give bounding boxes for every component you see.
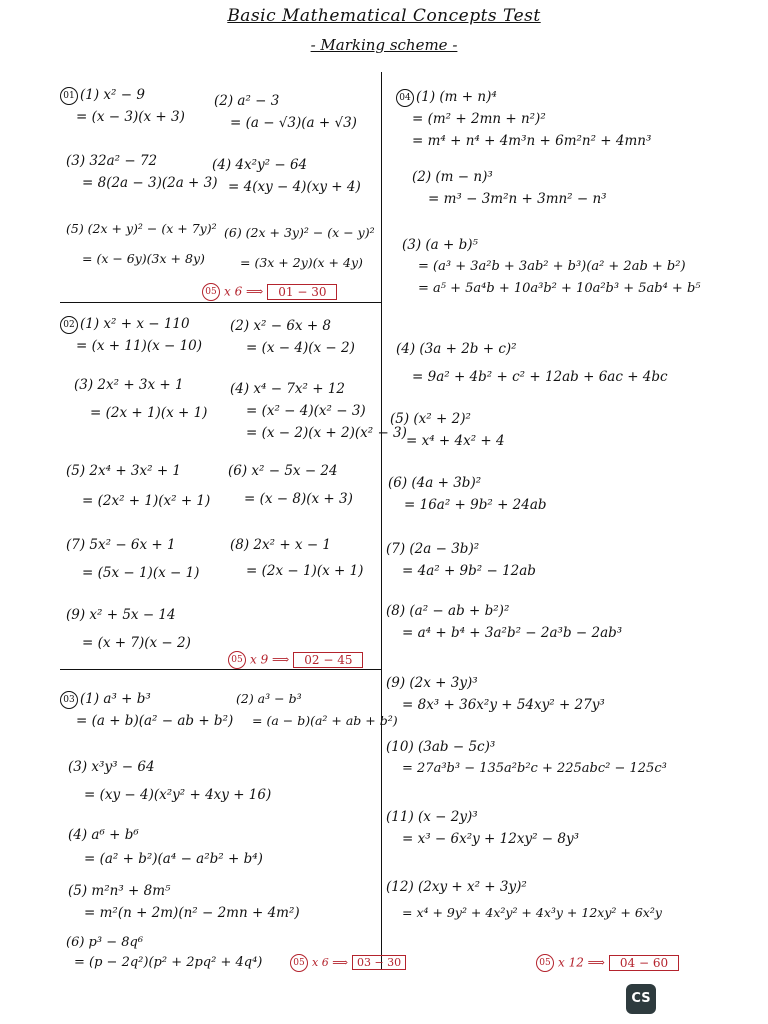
q4-item-5	[390, 408, 505, 452]
column-divider	[381, 72, 382, 970]
item-answer: = 8(2a − 3)(2a + 3)	[82, 175, 218, 191]
q4-item-2	[412, 166, 607, 210]
q4-item-7	[386, 538, 536, 582]
q4-item-12	[386, 876, 662, 924]
item-prompt: (4) x⁴ − 7x² + 12	[230, 381, 346, 397]
item-prompt: (2) a³ − b³	[236, 691, 302, 706]
item-prompt: (3) 32a² − 72	[66, 153, 158, 169]
item-prompt: (4) a⁶ + b⁶	[68, 827, 139, 843]
q2-item-6	[228, 460, 353, 510]
q1-item-1	[60, 84, 185, 128]
item-prompt: (8) (a² − ab + b²)²	[386, 603, 510, 619]
marks-multiplier: x 6 ⟹	[312, 956, 348, 969]
q4-item-4	[396, 338, 668, 388]
marks-multiplier: x 9 ⟹	[250, 652, 290, 667]
item-answer: = (x − 3)(x + 3)	[76, 109, 185, 125]
item-answer: = (x² − 4)(x² − 3)	[246, 403, 366, 419]
q4-item-10	[386, 736, 667, 780]
item-answer: = m⁴ + n⁴ + 4m³n + 6m²n² + 4mn³	[412, 133, 652, 149]
item-answer: = (x − 6y)(3x + 8y)	[82, 251, 205, 266]
marks-total-box: 01 − 30	[267, 284, 337, 300]
q2-item-9	[66, 604, 191, 654]
item-prompt: (12) (2xy + x² + 3y)²	[386, 879, 527, 895]
item-prompt: (6) (2x + 3y)² − (x − y)²	[224, 225, 375, 240]
q2-item-7	[66, 534, 199, 584]
item-answer: = (x − 8)(x + 3)	[244, 491, 353, 507]
page-subtitle: - Marking scheme -	[310, 36, 458, 54]
item-prompt: (10) (3ab − 5c)³	[386, 739, 496, 755]
question-number-circle: 03	[60, 691, 78, 709]
item-answer: = (p − 2q²)(p² + 2pq² + 4q⁴)	[74, 955, 263, 970]
q4-marks	[536, 954, 679, 972]
item-answer: = 4a² + 9b² − 12ab	[402, 563, 536, 579]
item-answer: = 16a² + 9b² + 24ab	[404, 497, 547, 513]
item-prompt: (2) a² − 3	[214, 93, 280, 109]
q3-item-1	[60, 688, 233, 732]
item-prompt: (5) (2x + y)² − (x + 7y)²	[66, 221, 217, 236]
marks-circle: 05	[290, 954, 308, 972]
q2-item-4	[230, 378, 407, 444]
question-number-circle: 04	[396, 89, 414, 107]
item-prompt: (7) (2a − 3b)²	[386, 541, 480, 557]
item-answer: = m²(n + 2m)(n² − 2mn + 4m²)	[84, 905, 300, 921]
item-prompt: (4) 4x²y² − 64	[212, 157, 308, 173]
q2-item-2	[230, 315, 355, 359]
marks-circle: 05	[228, 651, 246, 669]
item-prompt: (6) (4a + 3b)²	[388, 475, 482, 491]
section-divider-q1-q2	[60, 302, 382, 303]
item-answer: = 8x³ + 36x²y + 54xy² + 27y³	[402, 697, 605, 713]
item-prompt: (3) 2x² + 3x + 1	[74, 377, 184, 393]
q3-item-5	[68, 880, 300, 924]
question-number-circle: 01	[60, 87, 78, 105]
marks-multiplier: x 12 ⟹	[558, 955, 605, 970]
q3-item-3	[68, 756, 271, 806]
item-answer: = a⁵ + 5a⁴b + 10a³b² + 10a²b³ + 5ab⁴ + b⁵	[418, 281, 701, 296]
q2-item-8	[230, 534, 363, 582]
item-prompt: (8) 2x² + x − 1	[230, 537, 332, 553]
item-prompt: (9) x² + 5x − 14	[66, 607, 176, 623]
item-prompt: (9) (2x + 3y)³	[386, 675, 478, 691]
q3-marks	[290, 954, 406, 972]
item-prompt: (5) 2x⁴ + 3x² + 1	[66, 463, 182, 479]
item-answer: = (x + 7)(x − 2)	[82, 635, 191, 651]
item-prompt: (1) a³ + b³	[80, 691, 151, 707]
item-answer: = a⁴ + b⁴ + 3a²b² − 2a³b − 2ab³	[402, 625, 623, 641]
q1-item-5	[66, 218, 217, 270]
section-divider-q2-q3	[60, 669, 382, 670]
item-answer: = (a − b)(a² + ab + b²)	[252, 713, 398, 728]
item-prompt: (1) x² − 9	[80, 87, 145, 103]
item-answer: = (2x + 1)(x + 1)	[90, 405, 208, 421]
marks-total-box: 04 − 60	[609, 955, 679, 971]
item-prompt: (11) (x − 2y)³	[386, 809, 478, 825]
q3-item-2	[236, 688, 398, 732]
q2-item-5	[66, 460, 210, 512]
q4-item-1	[396, 86, 651, 152]
q4-item-9	[386, 672, 605, 716]
item-answer: = 9a² + 4b² + c² + 12ab + 6ac + 4bc	[412, 369, 668, 385]
q4-item-8	[386, 600, 622, 644]
item-answer: = (x + 11)(x − 10)	[76, 338, 203, 354]
item-answer: = (a² + b²)(a⁴ − a²b² + b⁴)	[84, 851, 263, 867]
item-answer: = 27a³b³ − 135a²b²c + 225abc² − 125c³	[402, 761, 667, 776]
q1-item-2	[214, 90, 357, 134]
q1-item-6	[224, 222, 375, 274]
marks-total-box: 03 − 30	[352, 955, 406, 970]
item-answer: = (xy − 4)(x²y² + 4xy + 16)	[84, 787, 272, 803]
q4-item-3	[402, 234, 701, 300]
marks-circle: 05	[536, 954, 554, 972]
item-answer: = x⁴ + 9y² + 4x²y² + 4x³y + 12xy² + 6x²y	[402, 905, 662, 920]
item-answer: = (2x² + 1)(x² + 1)	[82, 493, 211, 509]
item-answer: = 4(xy − 4)(xy + 4)	[228, 179, 361, 195]
item-answer: = (5x − 1)(x − 1)	[82, 565, 200, 581]
item-prompt: (2) x² − 6x + 8	[230, 318, 332, 334]
item-prompt: (5) m²n³ + 8m⁵	[68, 883, 171, 899]
page-title: Basic Mathematical Concepts Test	[227, 6, 541, 26]
item-answer: = (x − 2)(x + 2)(x² − 3)	[246, 425, 407, 441]
item-prompt: (4) (3a + 2b + c)²	[396, 341, 517, 357]
item-answer: = (a³ + 3a²b + 3ab² + b³)(a² + 2ab + b²)	[418, 259, 686, 274]
item-answer: = (x − 4)(x − 2)	[246, 340, 355, 356]
q1-item-3	[66, 150, 218, 194]
q4-item-6	[388, 472, 547, 516]
q1-marks	[202, 283, 337, 301]
question-number-circle: 02	[60, 316, 78, 334]
marks-circle: 05	[202, 283, 220, 301]
item-prompt: (6) x² − 5x − 24	[228, 463, 338, 479]
item-answer: = (2x − 1)(x + 1)	[246, 563, 364, 579]
item-prompt: (1) (m + n)⁴	[416, 89, 497, 105]
marks-total-box: 02 − 45	[293, 652, 363, 668]
q4-item-11	[386, 806, 579, 850]
q2-marks	[228, 651, 363, 669]
camscanner-badge: CS	[626, 984, 656, 1014]
item-prompt: (5) (x² + 2)²	[390, 411, 471, 427]
item-answer: = (3x + 2y)(x + 4y)	[240, 255, 363, 270]
item-answer: = x⁴ + 4x² + 4	[406, 433, 505, 449]
item-prompt: (7) 5x² − 6x + 1	[66, 537, 176, 553]
item-answer: = (m² + 2mn + n²)²	[412, 111, 546, 127]
item-prompt: (3) x³y³ − 64	[68, 759, 155, 775]
item-answer: = m³ − 3m²n + 3mn² − n³	[428, 191, 607, 207]
item-prompt: (1) x² + x − 110	[80, 316, 190, 332]
q3-item-4	[68, 824, 263, 870]
item-answer: = x³ − 6x²y + 12xy² − 8y³	[402, 831, 580, 847]
q3-item-6	[66, 932, 262, 972]
item-answer: = (a + b)(a² − ab + b²)	[76, 713, 234, 729]
item-prompt: (2) (m − n)³	[412, 169, 493, 185]
item-answer: = (a − √3)(a + √3)	[230, 115, 357, 131]
item-prompt: (3) (a + b)⁵	[402, 237, 478, 253]
q2-item-1	[60, 313, 202, 357]
item-prompt: (6) p³ − 8q⁶	[66, 935, 144, 950]
q1-item-4	[212, 154, 361, 198]
marks-multiplier: x 6 ⟹	[224, 284, 264, 299]
q2-item-3	[74, 374, 207, 424]
